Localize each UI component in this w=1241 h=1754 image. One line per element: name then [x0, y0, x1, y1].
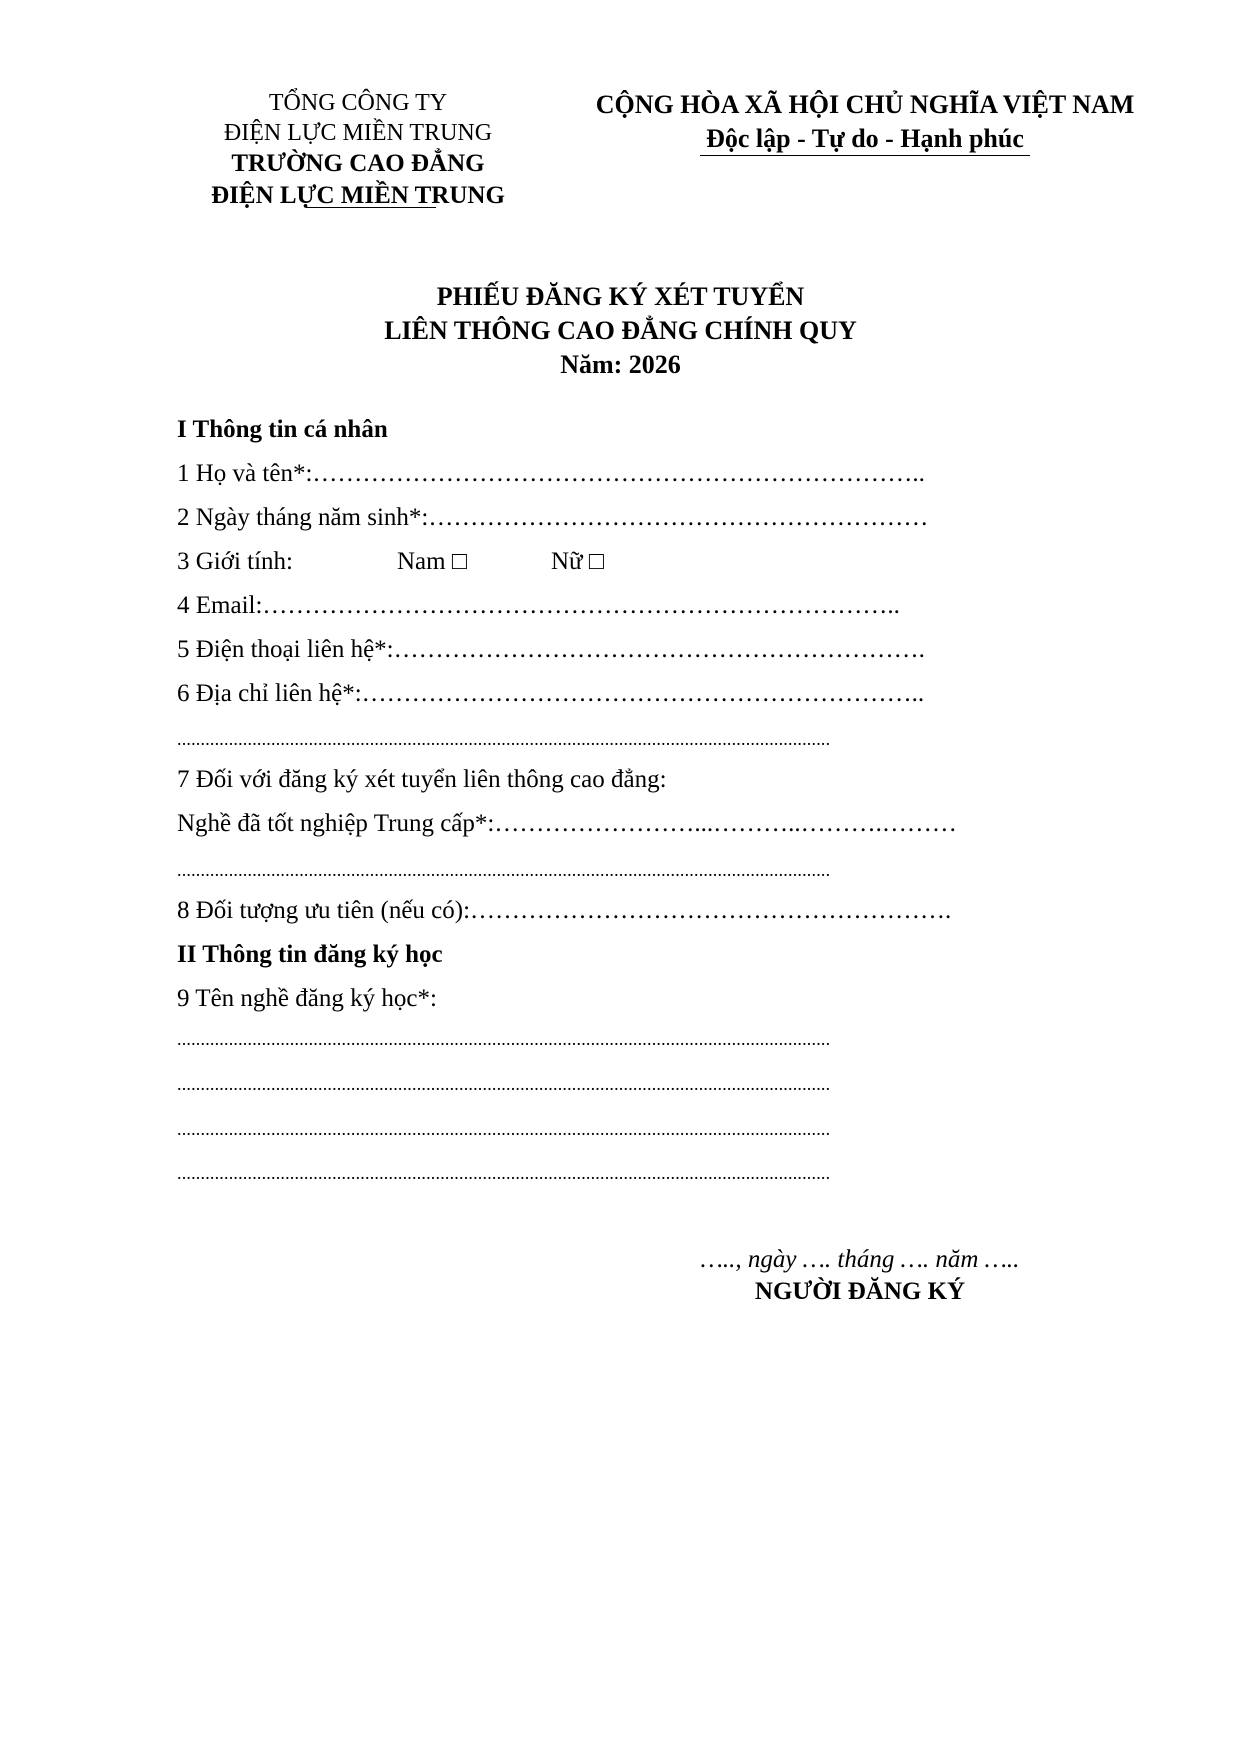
study-trade-line[interactable]: ...........................................................................................................................................: [177, 1029, 831, 1049]
birth-date-field[interactable]: 2 Ngày tháng năm sinh*:……………………………………………………: [177, 504, 929, 531]
signature-block: [640, 1244, 1080, 1308]
section-personal-info-heading: I Thông tin cá nhân: [177, 416, 388, 443]
form-year: Năm: 2026: [560, 350, 681, 379]
form-title: [0, 280, 1241, 382]
email-field[interactable]: 4 Email:…………………………………………………………………..: [177, 592, 900, 619]
gender-male-checkbox[interactable]: Nam □: [397, 548, 467, 575]
org-line-2: ĐIỆN LỰC MIỀN TRUNG: [223, 120, 493, 146]
phone-field[interactable]: 5 Điện thoại liên hệ*:……………………………………………………….: [177, 636, 925, 663]
school-name-line-2: ĐIỆN LỰC MIỀN TRUNG: [211, 182, 505, 209]
study-trade-line[interactable]: ...........................................................................................................................................: [177, 1119, 831, 1139]
graduated-trade-continuation-line[interactable]: ...........................................................................................................................................: [177, 860, 831, 880]
study-trade-line[interactable]: ...........................................................................................................................................: [177, 1074, 831, 1094]
address-field[interactable]: 6 Địa chỉ liên hệ*:…………………………………………………………..: [177, 680, 925, 707]
graduated-trade-field[interactable]: Nghề đã tốt nghiệp Trung cấp*:……………………...………..……….………: [177, 810, 957, 837]
national-header: [555, 88, 1175, 156]
school-name-line-1: TRƯỜNG CAO ĐẲNG: [231, 150, 485, 177]
signature-date[interactable]: ….., ngày …. tháng …. năm …..: [700, 1246, 1020, 1273]
national-title: CỘNG HÒA XÃ HỘI CHỦ NGHĨA VIỆT NAM: [595, 90, 1135, 119]
form-title-line-2: LIÊN THÔNG CAO ĐẲNG CHÍNH QUY: [384, 316, 857, 345]
org-line-1: TỔNG CÔNG TY: [268, 90, 448, 116]
address-continuation-line[interactable]: ...........................................................................................................................................: [177, 729, 831, 749]
org-underline: [306, 207, 436, 208]
transfer-registration-heading: 7 Đối với đăng ký xét tuyển liên thông cao đẳng:: [177, 766, 667, 793]
form-title-line-1: PHIẾU ĐĂNG KÝ XÉT TUYỂN: [436, 282, 805, 311]
organization-header: [160, 88, 556, 212]
study-trade-line[interactable]: ...........................................................................................................................................: [177, 1163, 831, 1183]
gender-female-checkbox[interactable]: Nữ □: [551, 548, 604, 575]
priority-group-field[interactable]: 8 Đối tượng ưu tiên (nếu có):………………………………………………….: [177, 897, 952, 924]
gender-field-label: 3 Giới tính:: [177, 548, 294, 575]
signature-role: NGƯỜI ĐĂNG KÝ: [754, 1278, 966, 1305]
study-trade-label: 9 Tên nghề đăng ký học*:: [177, 985, 437, 1012]
section-study-registration-heading: II Thông tin đăng ký học: [177, 941, 443, 968]
full-name-field[interactable]: 1 Họ và tên*:………………………………………………………………..: [177, 460, 925, 487]
motto-underline: [700, 155, 1030, 156]
national-motto: Độc lập - Tự do - Hạnh phúc: [706, 124, 1024, 153]
